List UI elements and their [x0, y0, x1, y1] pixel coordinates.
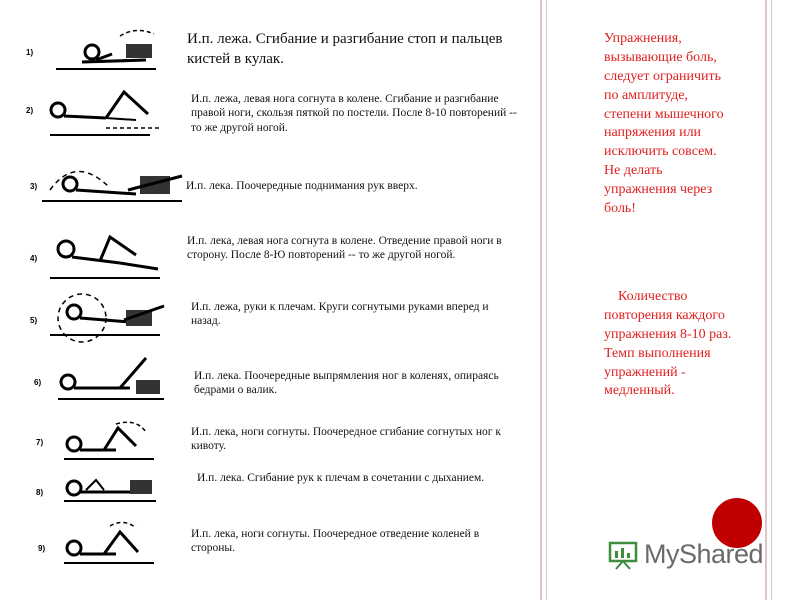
exercise-6-text: И.п. лека. Поочередные выпрямления ног в коленях, опираясь бедрами о валик. — [194, 370, 499, 397]
page-border-line — [546, 0, 547, 600]
presentation-board-icon — [606, 537, 640, 571]
repetition-note: Количество повторения каждого упражнения 8-10 раз. Темп выполнения упражнений - медленный. — [604, 289, 732, 399]
exercise-number: 3) — [30, 182, 38, 191]
logo-text: MyShared — [644, 538, 764, 569]
exercise-number: 2) — [26, 106, 34, 115]
exercise-3-text: И.п. лека. Поочередные поднимания рук вверх. — [186, 180, 418, 192]
page-border-line — [540, 0, 542, 600]
exercise-number: 7) — [36, 438, 44, 447]
page-border-line — [771, 0, 772, 600]
exercise-number: 4) — [30, 254, 38, 263]
exercise-1-figure — [36, 26, 166, 76]
exercise-6-figure — [50, 350, 170, 406]
myshared-logo[interactable] — [606, 536, 763, 572]
exercise-8-text: И.п. лека. Сгибание рук к плечам в сочетании с дыханием. — [197, 472, 485, 484]
exercise-7-figure — [56, 416, 166, 466]
exercise-9-figure — [56, 518, 166, 568]
exercise-4-text: И.п. лека, левая нога согнута в колене. Отведение правой ноги в сторону. После 8-Ю повторений -- то же другой ногой. — [187, 235, 502, 262]
exercise-number: 6) — [34, 378, 42, 387]
exercise-2-figure — [36, 80, 166, 140]
page-border-line — [765, 0, 767, 600]
exercise-2-text: И.п. лежа, левая нога согнута в колене. Сгибание и разгибание правой ноги, скользя пяткой по постели. После 8-10 повторений -- то же другой ногой. — [191, 93, 517, 134]
exercise-number: 8) — [36, 488, 44, 497]
exercise-number: 1) — [26, 48, 34, 57]
exercise-5-figure — [40, 286, 170, 346]
exercise-9-text: И.п. лека, ноги согнуты. Поочередное отведение коленей в стороны. — [191, 528, 480, 555]
exercise-number: 5) — [30, 316, 38, 325]
exercise-4-figure — [40, 225, 170, 285]
exercise-5-text: И.п. лежа, руки к плечам. Круги согнутыми руками вперед и назад. — [191, 301, 489, 328]
exercise-number: 9) — [38, 544, 46, 553]
exercise-8-figure — [56, 468, 166, 508]
warning-note: Упражнения, вызывающие боль, следует ограничить по амплитуде, степени мышечного напряжения или исключить совсем. Не делать упражнения через боль! — [604, 31, 724, 217]
exercise-3-figure — [36, 160, 186, 210]
exercise-1-text: И.п. лежа. Сгибание и разгибание стоп и пальцев кистей в кулак. — [187, 31, 503, 67]
exercise-7-text: И.п. лека, ноги согнуты. Поочередное сгибание согнутых ног к кивоту. — [191, 426, 501, 453]
